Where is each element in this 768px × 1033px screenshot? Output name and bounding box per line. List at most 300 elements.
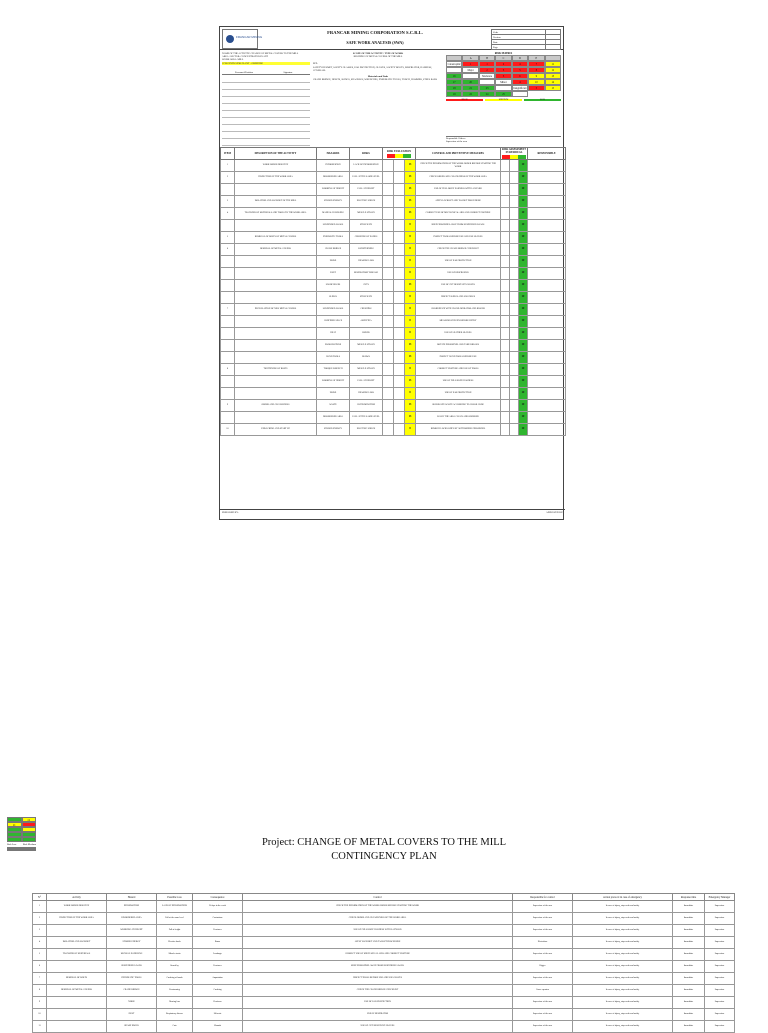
- matrix-cell: 10: [528, 79, 544, 85]
- contingency-cell: Muscle strain: [157, 949, 193, 961]
- cell-item: [221, 340, 235, 352]
- cell-res-medium: [510, 256, 519, 268]
- contingency-cell: Lumbago: [193, 949, 243, 961]
- cell-res-high: [501, 256, 510, 268]
- cell-eval-medium: [394, 280, 405, 292]
- crew-line[interactable]: [222, 118, 310, 125]
- cell-hazard: DISORDERED AREA: [317, 412, 350, 424]
- contingency-cell: SUSPENDED LOADS: [107, 961, 157, 973]
- contingency-header: Responsible for control: [513, 894, 573, 901]
- crew-line[interactable]: [222, 97, 310, 104]
- cell-activity: [235, 388, 317, 400]
- crew-signature-lines: [222, 76, 310, 146]
- table-row: [221, 292, 566, 304]
- cell-hazard: SLINGS: [317, 292, 350, 304]
- cell-activity: TIGHTENING OF BOLTS: [235, 364, 317, 376]
- cell-eval-high: [383, 424, 394, 436]
- contingency-row: [33, 1021, 735, 1033]
- matrix-cell: 19: [446, 91, 462, 97]
- table-row: [221, 376, 566, 388]
- contingency-cell: CORRECT USE OF MECHANICAL AIDS AND CORRECT POSTURE: [243, 949, 513, 961]
- contingency-cell: In case of injury, stop work and notify: [573, 925, 673, 937]
- contingency-cell: 3: [33, 925, 47, 937]
- project-title: [0, 836, 768, 864]
- contingency-cell: [47, 1021, 107, 1033]
- cell-eval-high: [383, 208, 394, 220]
- cell-risk: ELECTRIC SHOCK: [350, 424, 383, 436]
- cell-res-high: [501, 172, 510, 184]
- col-risk-evaluation: [383, 148, 416, 160]
- cell-res-value: 20: [519, 340, 528, 352]
- cell-control: USE OF RESPIRATOR: [416, 268, 501, 280]
- contingency-cell: Crushing: [193, 985, 243, 997]
- contingency-header: N°: [33, 894, 47, 901]
- matrix-col-header: B: [479, 55, 495, 61]
- project-name: Project: CHANGE OF METAL COVERS TO THE MILL: [261, 837, 507, 848]
- cell-eval-medium: [394, 244, 405, 256]
- col-residual: [501, 148, 528, 160]
- cell-control: APPLY LOCKOUT AND TAGOUT PROCEDURE: [416, 196, 501, 208]
- cell-eval-medium: [394, 232, 405, 244]
- cell-res-value: 20: [519, 256, 528, 268]
- contingency-cell: 10: [33, 1009, 47, 1021]
- cell-res-medium: [510, 424, 519, 436]
- contingency-cell: NOISE: [107, 997, 157, 1009]
- cell-eval-medium: [394, 172, 405, 184]
- cell-eval-value: 13: [405, 376, 416, 388]
- cell-eval-medium: [394, 196, 405, 208]
- contingency-cell: In case of injury, stop work and notify: [573, 901, 673, 913]
- contingency-cell: Silicosis: [193, 1009, 243, 1021]
- cell-control: CORRECT USE OF MECHANICAL AIDS AND CORRECT POSTURE: [416, 208, 501, 220]
- matrix-cell: 22: [462, 91, 478, 97]
- cell-risk: BLOWS: [350, 352, 383, 364]
- contingency-cell: Delays in the work: [193, 901, 243, 913]
- cell-eval-high: [383, 412, 394, 424]
- matrix-cell: 6: [512, 73, 528, 79]
- contingency-cell: In case of injury, stop work and notify: [573, 997, 673, 1009]
- contingency-cell: INFORMATION: [107, 901, 157, 913]
- cell-eval-value: 8: [405, 268, 416, 280]
- cell-res-high: [501, 340, 510, 352]
- matrix-cell: 4: [512, 61, 528, 67]
- cell-item: 2: [221, 172, 235, 184]
- cell-risk: FALL AT THE SAME LEVEL: [350, 172, 383, 184]
- cell-control: KEEP PERSONNEL AWAY FROM SUSPENDED LOADS: [416, 220, 501, 232]
- cell-risk: MUSCLE STRAIN: [350, 340, 383, 352]
- cell-res-high: [501, 376, 510, 388]
- contingency-cell: Supervisor of the area: [513, 997, 573, 1009]
- crew-line[interactable]: [222, 132, 310, 139]
- contingency-cell: DUST: [107, 1009, 157, 1021]
- matrix-row-label: Moderate: [479, 73, 495, 79]
- plan-name: CONTINGENCY PLAN: [331, 851, 437, 862]
- matrix-spacer: [512, 91, 528, 97]
- contingency-cell: 6: [33, 961, 47, 973]
- cell-control: CORRECT POSTURE AND USE OF TOOLS: [416, 364, 501, 376]
- cell-risk: STRUCK BY: [350, 220, 383, 232]
- cell-risk: HEARING LOSS: [350, 388, 383, 400]
- cell-res-value: 20: [519, 280, 528, 292]
- contingency-cell: 9: [33, 997, 47, 1009]
- contingency-row: [33, 961, 735, 973]
- cell-responsible: [528, 328, 566, 340]
- contingency-cell: TRANSFER OF MATERIALS: [47, 949, 107, 961]
- crew-line[interactable]: [222, 139, 310, 146]
- cell-res-medium: [510, 196, 519, 208]
- table-row: [221, 256, 566, 268]
- cell-item: [221, 292, 235, 304]
- cell-activity: [235, 184, 317, 196]
- cell-res-value: 20: [519, 316, 528, 328]
- contingency-cell: Supervisor: [705, 973, 735, 985]
- cell-eval-value: 8: [405, 388, 416, 400]
- cell-item: [221, 352, 235, 364]
- cell-eval-high: [383, 352, 394, 364]
- cell-hazard: CONFINED SPACE: [317, 316, 350, 328]
- cell-risk: MUSCLE STRAIN: [350, 364, 383, 376]
- contingency-cell: Crane operator: [513, 985, 573, 997]
- cell-eval-high: [383, 220, 394, 232]
- cell-activity: INSPECTION OF THE WORK AREA: [235, 172, 317, 184]
- contingency-cell: Fall at height: [157, 925, 193, 937]
- contingency-header: Possible Loss: [157, 894, 193, 901]
- cell-res-high: [501, 196, 510, 208]
- cell-activity: ISOLATION AND LOCKOUT OF THE MILL: [235, 196, 317, 208]
- cell-activity: [235, 412, 317, 424]
- contingency-cell: USE OF CUT RESISTANT GLOVES: [243, 1021, 513, 1033]
- matrix-cell: 15: [545, 85, 561, 91]
- cell-res-high: [501, 184, 510, 196]
- cell-res-medium: [510, 328, 519, 340]
- contingency-cell: PNEUMATIC TOOLS: [107, 973, 157, 985]
- matrix-cell: 5: [528, 85, 544, 91]
- contingency-cell: Immediate: [673, 937, 705, 949]
- epp-label: EPP:: [313, 62, 318, 66]
- cell-hazard: STORED ENERGY: [317, 196, 350, 208]
- cell-eval-high: [383, 244, 394, 256]
- matrix-row-label: Insignificant: [513, 86, 527, 90]
- cell-hazard: NOISE: [317, 388, 350, 400]
- swa-sheet: [219, 26, 564, 520]
- matrix-cell: 21: [462, 85, 478, 91]
- info-line: WORK AREA: MILL: [222, 58, 244, 62]
- cell-res-value: 20: [519, 268, 528, 280]
- cell-res-value: 20: [519, 388, 528, 400]
- matrix-col-header: C: [495, 55, 511, 61]
- contingency-row: [33, 973, 735, 985]
- matrix-legend: [446, 99, 561, 101]
- cell-eval-value: 8: [405, 364, 416, 376]
- cell-control: MEASURE OXYGEN BEFORE ENTRY: [416, 316, 501, 328]
- cell-responsible: [528, 268, 566, 280]
- cell-responsible: [528, 388, 566, 400]
- cell-responsible: [528, 256, 566, 268]
- cell-res-value: 20: [519, 400, 528, 412]
- cell-risk: ELECTRIC SHOCK: [350, 196, 383, 208]
- cell-eval-high: [383, 316, 394, 328]
- contingency-cell: Supervisor of the area: [513, 1021, 573, 1033]
- cell-res-high: [501, 280, 510, 292]
- cell-item: [221, 388, 235, 400]
- cell-res-value: 20: [519, 304, 528, 316]
- cell-activity: UNLOCKING AND START UP: [235, 424, 317, 436]
- table-row: [221, 388, 566, 400]
- contingency-cell: Immediate: [673, 1021, 705, 1033]
- cell-responsible: [528, 220, 566, 232]
- cell-responsible: [528, 208, 566, 220]
- cell-risk: BURNS: [350, 328, 383, 340]
- matrix-cell: 24: [479, 91, 495, 97]
- matrix-cell: 20: [462, 79, 478, 85]
- cell-res-value: 20: [519, 376, 528, 388]
- contingency-cell: [47, 997, 107, 1009]
- matrix-row-label: Minor: [495, 79, 511, 85]
- cell-item: [221, 220, 235, 232]
- cell-responsible: [528, 280, 566, 292]
- contingency-cell: Wounds: [193, 1021, 243, 1033]
- matrix-cell: 1: [479, 61, 495, 67]
- cell-risk: ASPHYXIA: [350, 316, 383, 328]
- contingency-cell: In case of injury, stop work and notify: [573, 937, 673, 949]
- swa-table: [220, 147, 566, 436]
- contingency-cell: [47, 925, 107, 937]
- matrix-cell: 2: [479, 67, 495, 73]
- matrix-row-label: Catastrophic: [447, 62, 461, 66]
- contingency-cell: Supervisor of the area: [513, 901, 573, 913]
- cell-res-medium: [510, 352, 519, 364]
- cell-res-medium: [510, 244, 519, 256]
- cell-hazard: CRANE BRIDGE: [317, 244, 350, 256]
- cell-res-value: 20: [519, 424, 528, 436]
- contingency-cell: USE OF RESPIRATOR: [243, 1009, 513, 1021]
- cell-responsible: [528, 160, 566, 172]
- responsible-label: Responsible Officer:: [446, 137, 466, 140]
- cell-control: USE OF EAR PROTECTION: [416, 256, 501, 268]
- cell-activity: [235, 316, 317, 328]
- cell-eval-medium: [394, 208, 405, 220]
- cell-risk: CONTAMINATION: [350, 400, 383, 412]
- table-row: [221, 244, 566, 256]
- cell-eval-high: [383, 160, 394, 172]
- cell-activity: REMOVAL OF METAL COVERS: [235, 244, 317, 256]
- cell-res-medium: [510, 184, 519, 196]
- cell-eval-high: [383, 328, 394, 340]
- cell-res-high: [501, 244, 510, 256]
- col-controls: CONTROL AND PREVENTIVE MEASURES: [416, 148, 501, 160]
- legend-high: HIGH: [446, 99, 483, 101]
- highlighted-area: CONCENTRATOR PLANT - GRINDING: [222, 62, 310, 65]
- info-line: NAME OF THE ACTIVITY: CHANGE OF METAL COVERS TO THE MILL: [222, 52, 299, 55]
- tools-text: CRANE BRIDGE, HOISTS, SLINGS, SHACKLES, WRENCHES, PNEUMATIC TOOLS, TORCH, HAMMER, STEEL BARS: [313, 78, 437, 82]
- crew-line[interactable]: [222, 90, 310, 97]
- cell-res-medium: [510, 280, 519, 292]
- cell-res-value: 20: [519, 160, 528, 172]
- scope-title: SCOPE OF THE ACTIVITY / TYPE OF WORK: [352, 52, 404, 55]
- crew-header: [222, 71, 310, 75]
- cell-eval-medium: [394, 364, 405, 376]
- company-name: FRANCAR MINING CORPORATION S.C.R.L.: [327, 30, 423, 35]
- cell-eval-medium: [394, 328, 405, 340]
- crew-line[interactable]: [222, 104, 310, 111]
- contingency-row: [33, 937, 735, 949]
- contingency-cell: Crushing of hands: [157, 973, 193, 985]
- sheet-header: [220, 27, 563, 50]
- cell-eval-value: 13: [405, 352, 416, 364]
- cell-responsible: [528, 232, 566, 244]
- mini-legend-low: Risk Low: [7, 843, 17, 846]
- residual-colors: [501, 155, 527, 159]
- contingency-cell: 5: [33, 949, 47, 961]
- cell-eval-high: [383, 400, 394, 412]
- matrix-cell: 4: [512, 79, 528, 85]
- cell-activity: [235, 280, 317, 292]
- cell-risk: RESPIRATORY DISEASE: [350, 268, 383, 280]
- contingency-cell: Supervisor of the area: [513, 913, 573, 925]
- contingency-cell: [47, 961, 107, 973]
- cell-eval-high: [383, 172, 394, 184]
- cell-eval-value: 8: [405, 316, 416, 328]
- logo-mark-icon: [225, 32, 263, 46]
- cell-hazard: INFORMATION: [317, 160, 350, 172]
- cell-eval-value: 8: [405, 256, 416, 268]
- cell-res-value: 20: [519, 196, 528, 208]
- cell-control: USE OF FULL BODY HARNESS: [416, 376, 501, 388]
- legend-medium: MEDIUM: [485, 99, 522, 101]
- cell-hazard: STORED ENERGY: [317, 424, 350, 436]
- cell-activity: ORDER AND CLEANLINESS: [235, 400, 317, 412]
- cell-hazard: DUST: [317, 268, 350, 280]
- cell-item: 6: [221, 244, 235, 256]
- contingency-cell: Supervisor: [705, 1021, 735, 1033]
- cell-res-high: [501, 160, 510, 172]
- cell-item: 10: [221, 424, 235, 436]
- activity-info: [222, 52, 310, 65]
- contingency-cell: Supervisor: [705, 949, 735, 961]
- cell-hazard: POOR POSTURE: [317, 340, 350, 352]
- contingency-cell: REMOVAL OF METAL COVERS: [47, 985, 107, 997]
- cell-eval-value: 8: [405, 292, 416, 304]
- contingency-cell: REMOVAL OF BOLTS: [47, 973, 107, 985]
- col-item: ITEM: [221, 148, 235, 160]
- cell-control: USE OF CUT RESISTANT GLOVES: [416, 280, 501, 292]
- matrix-cell: 1: [462, 61, 478, 67]
- contingency-cell: Supervisor: [705, 913, 735, 925]
- cell-res-value: 20: [519, 364, 528, 376]
- cell-control: INSPECT HAND TOOLS BEFORE USE: [416, 352, 501, 364]
- contingency-row: [33, 913, 735, 925]
- cell-eval-medium: [394, 412, 405, 424]
- cell-control: CHECK ORDER AND CLEANLINESS OF THE WORK AREA: [416, 172, 501, 184]
- col-risks: RISKS: [350, 148, 383, 160]
- table-row: [221, 328, 566, 340]
- cell-res-value: 20: [519, 208, 528, 220]
- crew-line[interactable]: [222, 125, 310, 132]
- cell-risk: OVERTURNING: [350, 244, 383, 256]
- cell-eval-high: [383, 364, 394, 376]
- risk-eval-colors: [383, 154, 415, 158]
- contingency-cell: Immediate: [673, 1009, 705, 1021]
- cell-res-high: [501, 208, 510, 220]
- table-row: [221, 220, 566, 232]
- matrix-col-header: D: [512, 55, 528, 61]
- cell-res-medium: [510, 220, 519, 232]
- cell-item: [221, 328, 235, 340]
- cell-control: ROTATE PERSONNEL AND TAKE BREAKS: [416, 340, 501, 352]
- cell-hazard: HAND TOOLS: [317, 352, 350, 364]
- contingency-cell: CHECK THE CRANE BRIDGE CHECKLIST: [243, 985, 513, 997]
- contingency-cell: In case of injury, stop work and notify: [573, 985, 673, 997]
- cell-res-medium: [510, 400, 519, 412]
- crew-line[interactable]: [222, 83, 310, 90]
- cell-responsible: [528, 424, 566, 436]
- cell-risk: CRUSHING: [350, 304, 383, 316]
- cell-hazard: TORQUE WRENCH: [317, 364, 350, 376]
- cell-control: USE OF FULL BODY HARNESS WITH LANYARD: [416, 184, 501, 196]
- cell-responsible: [528, 412, 566, 424]
- cell-eval-high: [383, 232, 394, 244]
- contingency-cell: Electrician: [513, 937, 573, 949]
- cell-res-value: 20: [519, 292, 528, 304]
- table-row: [221, 196, 566, 208]
- matrix-cell: 5: [512, 67, 528, 73]
- matrix-grid: [446, 55, 561, 97]
- contingency-cell: Immediate: [673, 913, 705, 925]
- cell-res-medium: [510, 160, 519, 172]
- cell-responsible: [528, 184, 566, 196]
- cell-control: CHECK THE INFORMATION OF THE WORK ORDER BEFORE STARTING THE WORK: [416, 160, 501, 172]
- contingency-cell: WORK ORDER DISPATCH: [47, 901, 107, 913]
- sheet-footer: [220, 509, 565, 515]
- cell-res-value: 20: [519, 232, 528, 244]
- contingency-cell: Struck by: [157, 961, 193, 973]
- cell-eval-medium: [394, 376, 405, 388]
- contingency-header: Emergency Manager: [705, 894, 735, 901]
- cell-eval-high: [383, 256, 394, 268]
- cell-res-high: [501, 268, 510, 280]
- responsible-sub: Supervisor of the area: [446, 140, 468, 143]
- col-activity: DESCRIPTION OF THE ACTIVITY: [235, 148, 317, 160]
- contingency-cell: ISOLATION AND LOCKOUT: [47, 937, 107, 949]
- table-row: [221, 172, 566, 184]
- contingency-header: Hazard: [107, 894, 157, 901]
- cell-responsible: [528, 376, 566, 388]
- cell-res-medium: [510, 340, 519, 352]
- cell-res-medium: [510, 412, 519, 424]
- cell-risk: FALL AT HEIGHT: [350, 184, 383, 196]
- cell-activity: [235, 256, 317, 268]
- contingency-cell: Supervisor: [705, 997, 735, 1009]
- contingency-cell: Supervisor: [705, 1009, 735, 1021]
- crew-line[interactable]: [222, 111, 310, 118]
- crew-line[interactable]: [222, 76, 310, 83]
- contingency-cell: In case of injury, stop work and notify: [573, 949, 673, 961]
- meta-label: Code: [492, 30, 546, 35]
- cell-activity: [235, 292, 317, 304]
- cell-risk: CRUSHING OF HANDS: [350, 232, 383, 244]
- cell-eval-medium: [394, 304, 405, 316]
- cell-item: 4: [221, 208, 235, 220]
- cell-eval-value: 8: [405, 328, 416, 340]
- cell-res-medium: [510, 232, 519, 244]
- matrix-col-header: E: [528, 55, 544, 61]
- contingency-cell: KEEP PERSONNEL AWAY FROM SUSPENDED LOADS: [243, 961, 513, 973]
- cell-risk: CUTS: [350, 280, 383, 292]
- contingency-row: [33, 997, 735, 1009]
- mini-legend-row: 11: [7, 822, 36, 827]
- meta-label: Date: [492, 40, 546, 45]
- matrix-cell: 11: [545, 61, 561, 67]
